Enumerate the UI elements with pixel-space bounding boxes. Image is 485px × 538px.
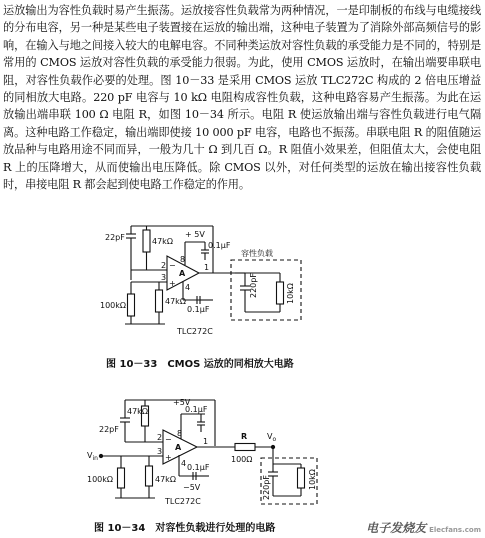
fig34-vminus-label: −5V xyxy=(183,483,201,492)
fig34-rin-label: 100kΩ xyxy=(87,475,114,484)
fig33-pin4: 4 xyxy=(185,283,191,292)
fig33-load-title: 容性负载 xyxy=(241,249,273,258)
fig33-pin3: 3 xyxy=(161,273,167,282)
fig33-pin2: 2 xyxy=(161,261,167,270)
fig34-pin8: 8 xyxy=(177,429,183,438)
fig33-plus: + xyxy=(169,279,176,288)
fig33-rin-label: 100kΩ xyxy=(100,301,127,310)
fig34-rbias-label: 47kΩ xyxy=(155,475,176,484)
fig33-cbypass-bot-label: 0.1μF xyxy=(187,305,210,314)
fig34-pin4: 4 xyxy=(181,459,187,468)
fig34-rfb-label: 47kΩ xyxy=(127,407,148,416)
fig34-rseries-name: R xyxy=(241,432,248,441)
fig33-amp-label: A xyxy=(179,269,186,278)
watermark-url: Elecfans.com xyxy=(429,526,481,534)
fig34-vplus-label: +5V xyxy=(173,398,191,407)
watermark-text: 电子发烧友 xyxy=(366,521,427,535)
watermark-logo xyxy=(366,519,481,536)
fig34-cload-label: 220pF xyxy=(262,475,271,500)
figure-10-34-caption: 图 10－34 对容性负载进行处理的电路 xyxy=(94,523,276,534)
fig34-vin-label: $V_{in}$ xyxy=(87,451,98,462)
fig33-cload-label: 220pF xyxy=(249,273,258,298)
fig33-rload-label: 10kΩ xyxy=(286,283,295,304)
fig33-part-label: TLC272C xyxy=(177,327,213,336)
fig34-cbypass-top-label: 0.1μF xyxy=(185,405,208,414)
figure-10-34-schematic xyxy=(85,392,335,512)
fig33-cbypass-top-label: 0.1μF xyxy=(208,241,231,250)
fig33-pin8: 8 xyxy=(180,255,186,264)
fig34-pin2: 2 xyxy=(157,433,163,442)
fig34-pin3: 3 xyxy=(157,447,163,456)
body-paragraph: 运放输出为容性负载时易产生振荡。运放接容性负载常为两种情况，一是印制板的布线与电缆接线的分布电容，另一种是某些电子装置接在运放的输出端，这种电子装置为了消除外部高频信号的影响，在输入与地之间接入较大的电解电容。不同种类运放对容性负载的承受能力是不同的，特别是常用的 CMOS 运放对容性负载的承受能力很弱。为此，使用 CMOS 运放时，在输出端要串联电阻，对容性负载作必要的处理。图 10－33 是采用 CMOS 运放 TLC272C 构成的 2 倍电压增益的同相放大电路。220 pF 电容与 10 kΩ 电阻构成容性负载，这种电路容易产生振荡。为此在运放输出端串联 100 Ω 电阻 R，如图 10－34 所示。电阻 R 使运放输出端与容性负载进行电气隔离。这种电路工作稳定，输出端即使接 10 000 pF 电容，电路也不振荡。串联电阻 R 的阻值随运放品种与电路用途不同而异，一般为几十 Ω 到几百 Ω。R 阻值小效果差，但阻值太大，会使电阻 R 上的压降增大，从而使输出电压降低。除 CMOS 以外，对任何类型的运放在输出接容性负载时，串接电阻 R 都会起到使电路工作稳定的作用。 xyxy=(3,4,481,192)
figure-10-33-caption: 图 10－33 CMOS 运放的同相放大电路 xyxy=(106,359,294,370)
fig33-rbias-label: 47kΩ xyxy=(165,297,186,306)
fig33-rfb-label: 47kΩ xyxy=(152,237,173,246)
fig34-cfb-label: 22pF xyxy=(99,425,119,434)
fig34-cbypass-bot-label: 0.1μF xyxy=(187,463,210,472)
fig34-vo-label: $V_o$ xyxy=(267,432,277,443)
fig34-rseries-label: 100Ω xyxy=(231,455,253,464)
fig34-amp-label: A xyxy=(175,443,182,452)
fig34-pin1: 1 xyxy=(203,437,209,446)
fig33-cfb-label: 22pF xyxy=(105,233,125,242)
fig33-minus: − xyxy=(169,261,176,270)
fig33-vplus-label: + 5V xyxy=(185,230,205,239)
fig34-minus: − xyxy=(165,435,172,444)
fig34-plus: + xyxy=(165,453,172,462)
fig34-part-label: TLC272C xyxy=(165,497,201,506)
fig34-rload-label: 10kΩ xyxy=(308,469,317,490)
fig33-pin1: 1 xyxy=(204,263,210,272)
figure-10-33-schematic xyxy=(95,220,335,338)
